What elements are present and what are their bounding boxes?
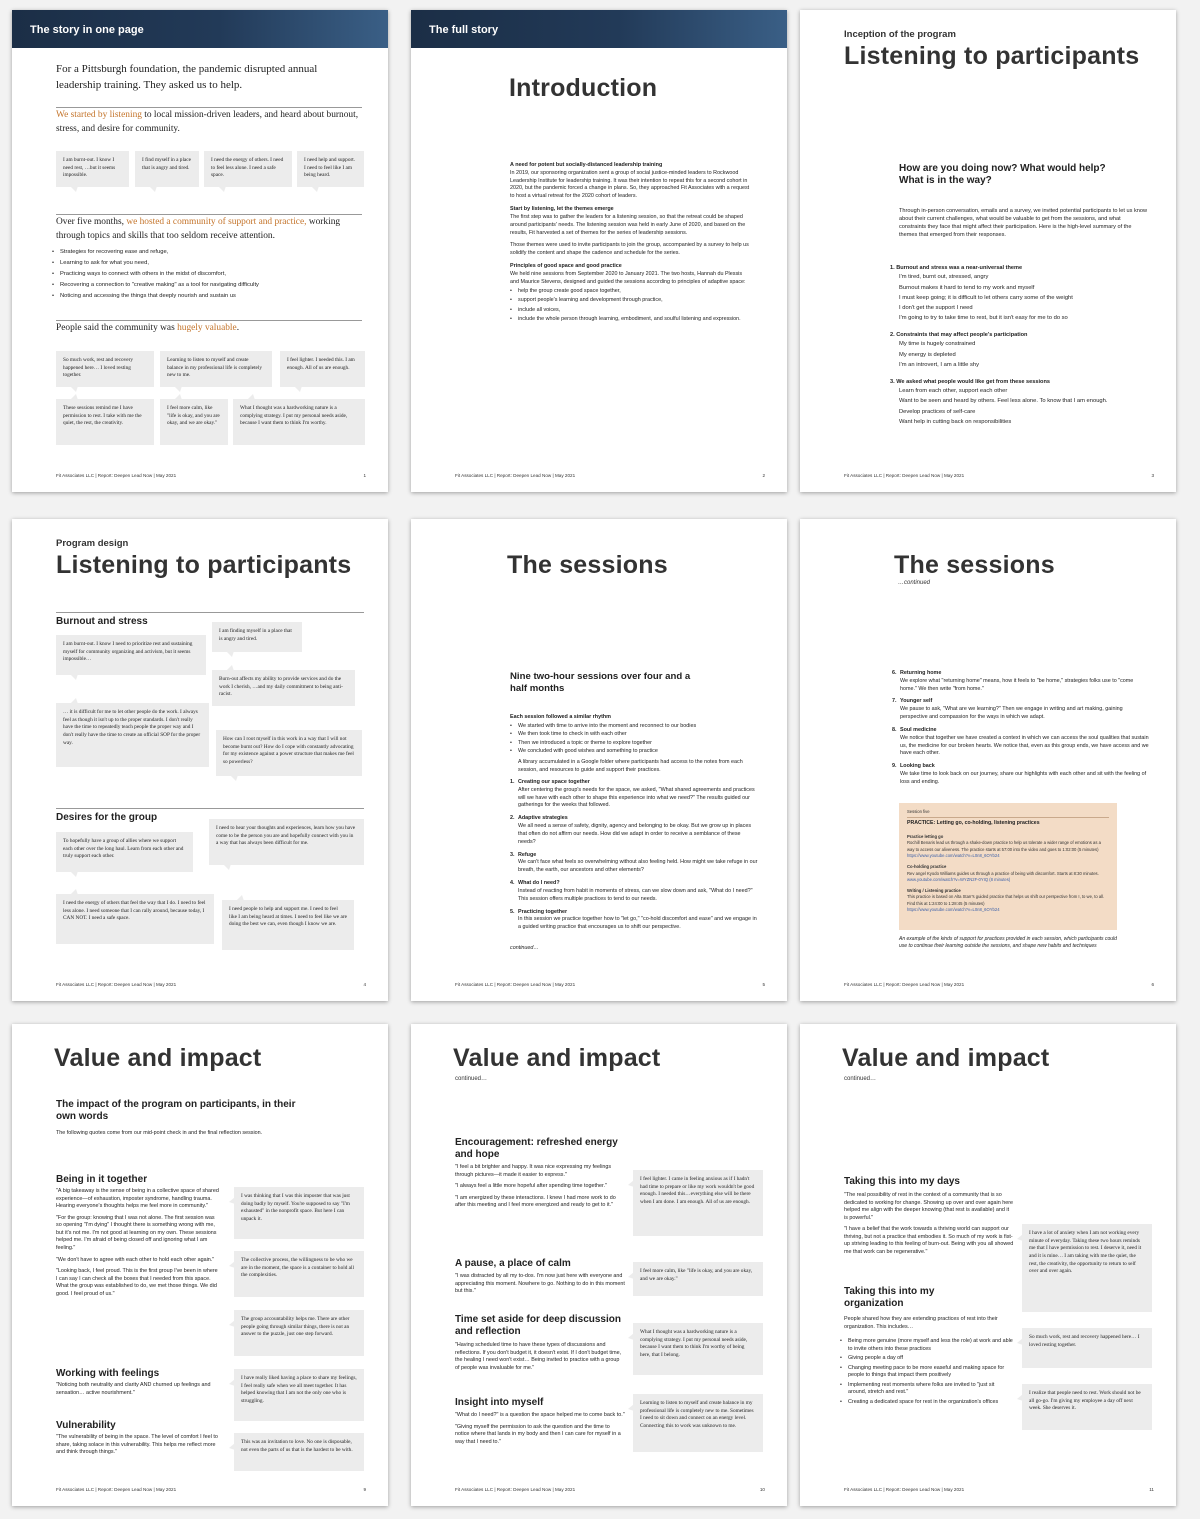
page-number: 9 bbox=[363, 1487, 366, 1492]
continued-label: …continued bbox=[898, 580, 931, 586]
topic-item: • Recovering a connection to "creative making" as a tool for navigating difficulty bbox=[52, 280, 368, 291]
continued-label: continued… bbox=[844, 1076, 877, 1082]
page-footer: Fit Associates LLC | Report: Deepen Lead Now | May 2021 6 bbox=[844, 982, 1154, 992]
session-number: 8. bbox=[892, 726, 897, 733]
quote-bubble: This was an invitation to love. No one is disposable, not even the parts of us that is the hardest to be with. bbox=[234, 1433, 364, 1471]
intro-text: Through in-person conversation, emails and a survey, we invited potential participants to let us know about their current challenges, what would be valuable to get from the sessions, and what constraints they face that might affect their participation. Here is the high-level summary of the themes that emerged from their responses. bbox=[899, 208, 1148, 239]
quote-bubble: How can I root myself in this work in a way that I will not become burnt out? How do I cope with constantly advocating for my existence against a power structure that makes me feel so powerless? bbox=[216, 730, 362, 776]
quote-bubble: I need the energy of others that feel the way that I do. I need to feel less alone. I need someone that I can rally around, because today, I CAN NOT. I need a safe space. bbox=[56, 894, 214, 944]
session-item bbox=[892, 670, 1150, 693]
page-number: 4 bbox=[363, 982, 366, 987]
page-program-design bbox=[12, 519, 388, 1001]
session-description: We take time to look back on our journey, share our highlights with each other and sit with the feeling of loss and ending. bbox=[900, 771, 1147, 785]
practice-title: PRACTICE: Letting go, co-holding, listening practices bbox=[907, 817, 1109, 828]
rhythm-item: • We then took time to check in with each other bbox=[510, 730, 758, 738]
section-heading: Burnout and stress bbox=[56, 616, 148, 627]
practice-subheading: Co-holding practice bbox=[907, 864, 947, 870]
session-heading: What do I need? bbox=[518, 880, 560, 887]
quote-text: "The real possibility of rest in the context of a community that is so dedicated to working for change. Showing up over and over again here helped me align with the deeper knowing (that rest is available) and it is powerful." bbox=[844, 1192, 1014, 1221]
page-number: 2 bbox=[762, 473, 765, 478]
principle-item: • include all voices, bbox=[510, 306, 752, 315]
divider bbox=[56, 808, 364, 809]
listen-statement: We started by listening to local mission-driven leaders, and heard about burnout, stress, and desire for community. bbox=[56, 110, 359, 134]
quote-text: "Noticing both neutrality and clarity AND churned up feelings and sensation… active nourishment." bbox=[56, 1382, 211, 1396]
quote-text: "Giving myself the permission to ask the question and the time to notice where that lands in my body and then I can care for myself in a way that I need to." bbox=[455, 1423, 621, 1445]
org-intro: People shared how they are extending practices of rest into their organization. This includes… bbox=[844, 1316, 998, 1330]
quote-text: "Looking back, I feel proud. This is the first group I've been in where I can say I can check all the boxes that I needed from this space. What the group was established to do, we met those things. We did good. I feel proud of us." bbox=[56, 1268, 218, 1297]
session-item bbox=[510, 852, 758, 875]
session-item bbox=[892, 727, 1150, 758]
topic-item: • Learning to ask for what you need, bbox=[52, 258, 368, 269]
quote-bubble: I need to hear your thoughts and experiences, learn how you have come to be the person you are and hopefully connect with you in a way that has always been difficult for me. bbox=[209, 819, 364, 865]
quote-bubble: I feel lighter. I needed this. I am enough. All of us are enough. bbox=[280, 351, 365, 387]
practice-link[interactable]: www.youtube.com/watch?v=WYZN2F-0YIQ (8 minutes) bbox=[907, 876, 1011, 882]
quote-text: "I am energized by these interactions. I knew I had more work to do after this meeting and I feel more energized and ready to get to it." bbox=[455, 1194, 616, 1209]
page-sessions-continued bbox=[800, 519, 1176, 1001]
page-footer: Fit Associates LLC | Report: Deepen Lead Now | May 2021 10 bbox=[455, 1487, 765, 1497]
theme-heading: 3. We asked what people would like get from these sessions bbox=[890, 378, 1050, 385]
session-item bbox=[510, 779, 758, 810]
practice-subheading: Practice letting go bbox=[907, 834, 944, 840]
quotes-column bbox=[56, 1188, 220, 1302]
practice-description: Rev angel Kyodo Williams guides us through a practice of being with discomfort. Starts at 8:30 minutes. bbox=[907, 870, 1099, 876]
community-statement: Over five months, we hosted a community of support and practice, working through topics and skills that too seldom receive attention. bbox=[56, 217, 341, 241]
practice-caption: An example of the kinds of support for practices provided in each session, which participants could use to continue their learning outside the sessions, and shape new habits and techniques bbox=[899, 936, 1117, 949]
quote-text: "I have a belief that the work towards a thriving world can support our thriving, but not a practice that embodies it. So much of my work is fist-up striving leading to this feeling of burn-out. Being with you all showed me that work can be regenerative." bbox=[844, 1226, 1014, 1255]
topics-list bbox=[52, 247, 368, 302]
session-heading: Soul medicine bbox=[900, 726, 937, 733]
session-item bbox=[510, 880, 758, 903]
page-banner: The full story bbox=[411, 10, 787, 48]
section-heading: Vulnerability bbox=[56, 1420, 116, 1431]
session-item bbox=[510, 909, 758, 932]
section-heading: Taking this into my organization bbox=[844, 1286, 935, 1309]
page-number: 11 bbox=[1149, 1487, 1154, 1492]
quote-bubble: Learning to listen to myself and create balance in my professional life is completely new to me. bbox=[160, 351, 272, 387]
quote-bubble: To hopefully have a group of allies where we support each other over the long haul. Learn from each other and truly support each other. bbox=[56, 832, 193, 872]
theme-item: My time is hugely constrained bbox=[899, 341, 976, 348]
theme-item: I must keep going; it is difficult to let others carry some of the weight bbox=[899, 294, 1073, 301]
org-practice-item: • Implementing rest moments where folks are invited to "just sit around, stretch and rest." bbox=[840, 1382, 1014, 1397]
divider bbox=[56, 320, 362, 321]
page-value-impact-3 bbox=[800, 1024, 1176, 1506]
section-heading: Encouragement: refreshed energy and hope bbox=[455, 1137, 618, 1160]
quote-bubble: So much work, rest and recovery happened here… I loved resting together. bbox=[56, 351, 154, 387]
quote-bubble: I am finding myself in a place that is angry and tired. bbox=[212, 622, 302, 652]
theme-heading: 2. Constraints that may affect people's participation bbox=[890, 332, 1028, 339]
page-value-impact-2 bbox=[411, 1024, 787, 1506]
quote-bubble: The collective process, the willingness to be who we are in the moment, the space is a container to hold all the complexities. bbox=[234, 1251, 364, 1297]
quote-bubble: I feel more calm, like "life is okay, and you are okay, and we are okay." bbox=[633, 1262, 763, 1296]
page-footer: Fit Associates LLC | Report: Deepen Lead Now | May 2021 9 bbox=[56, 1487, 366, 1497]
theme-item: Burnout makes it hard to tend to my work and myself bbox=[899, 284, 1035, 291]
section-kicker: Inception of the program bbox=[844, 29, 956, 40]
session-description: We notice that together we have created a context in which we can access the soul qualities that sustain us, the medicine for our broken hearts. We notice that, even as this group ends, we have access and we have each other. bbox=[900, 734, 1149, 757]
divider bbox=[56, 612, 364, 613]
theme-item: Want help in cutting back on responsibilities bbox=[899, 418, 1012, 425]
quote-bubble: What I thought was a hardworking nature is a complying strategy. I put my personal needs aside, because I want them to think I'm worthy of being here, that I belong. bbox=[633, 1323, 763, 1375]
page-number: 10 bbox=[759, 1487, 765, 1492]
page-footer: Fit Associates LLC | Report: Deepen Lead Now | May 2021 1 bbox=[56, 473, 366, 483]
theme-item: Develop practices of self-care bbox=[899, 408, 976, 415]
page-title: Listening to participants bbox=[56, 551, 352, 579]
session-number: 3. bbox=[510, 851, 515, 858]
quote-bubble: I feel lighter. I came in feeling anxious as if I hadn't had time to prepare or like my work wouldn't be good enough. I needed this…everything else will be there when I am done. I am enough. All of us are enough. bbox=[633, 1170, 763, 1236]
page-number: 3 bbox=[1151, 473, 1154, 478]
page-footer: Fit Associates LLC | Report: Deepen Lead Now | May 2021 5 bbox=[455, 982, 765, 992]
quote-bubble: I feel more calm, like "life is okay, and you are okay, and we are okay." bbox=[160, 399, 228, 445]
quote-bubble: I have really liked having a place to share my feelings, I feel really safe when we all meet together. It has helped knowing that I am not the only one who is struggling. bbox=[234, 1369, 364, 1421]
intro-text: For a Pittsburgh foundation, the pandemic disrupted annual leadership training. They asked us to help. bbox=[56, 63, 318, 91]
page-title: The sessions bbox=[894, 551, 1055, 579]
session-heading: Creating our space together bbox=[518, 778, 590, 785]
rhythm-item: • We started with time to arrive into the moment and reconnect to our bodies bbox=[510, 722, 758, 730]
practice-link[interactable]: https://www.youtube.com/watch?v=L0n8_6OYb24 bbox=[907, 852, 1000, 858]
theme-item: I'm tired, burnt out, stressed, angry bbox=[899, 274, 989, 281]
session-heading: Adaptive strategies bbox=[518, 815, 568, 822]
page-banner: The story in one page bbox=[12, 10, 388, 48]
quote-text: "Having scheduled time to have these types of discussions and reflections. If you don't budget it, it doesn't exist. If I don't budget time, the healing I need won't exist… Being invited to practice with a group of people was invaluable for me." bbox=[455, 1342, 622, 1371]
themes-list bbox=[890, 264, 1150, 427]
quote-bubble: I realize that people need to rest. Work should not be all go-go. I'm giving my employee a day off next week. She deserves it. bbox=[1022, 1384, 1152, 1430]
impact-intro: The following quotes come from our mid-point check in and the final reflection session. bbox=[56, 1130, 263, 1136]
org-practice-item: • Creating a dedicated space for rest in the organization's offices bbox=[840, 1399, 1014, 1407]
intro-body: A need for potent but socially-distanced leadership training In 2019, our sponsoring organization sent a group of social justice-minded leaders to Rockwood Leadership Institute for leadership training. It was their intention to repeat this for a second cohort in 2020, but the pandemic forced a change in plans. So, they approached Fit Associates with a request to host a virtual retreat for the 2020 cohort of leaders. Start by listening, let the themes emerge The first step was to gather the leaders for a listening session, so that the retreat could be shaped around participants' needs. The listening session was held in early June of 2020, and based on the results, Fit harvested a set of themes for the series of leadership sessions. Those themes were used to invite participants to join the group, accompanied by a survey to help us solidify the content and shape the cadence and schedule for the series. Principles of good space and good practice We held nine sessions from September 2020 to January 2021. The two hosts, Hannah du Plessis and Maurice Stevens, designed and guided the sessions according to principles of adaptive space: • help the group create good space together, • support people's learning and development through practice, • include all voices, • include the whole person through learning, embodiment, and soulful listening and expression. bbox=[510, 162, 752, 324]
section-heading: Being in it together bbox=[56, 1174, 148, 1185]
session-description: In this session we practice together how to "let go," "co-hold discomfort and ease" and we engage in a guided writing practice that encourages us to shift our perspective. bbox=[518, 916, 757, 931]
topic-item: • Noticing and accessing the things that deeply nourish and sustain us bbox=[52, 291, 368, 302]
org-practice-item: • Being more genuine (more myself and less the role) at work and able to invite others into these practices bbox=[840, 1338, 1014, 1353]
quote-bubble: The group accountability helps me. There are other people going through similar things, there is not an answer to the puzzle, just one step forward. bbox=[234, 1310, 364, 1356]
page-title: Value and impact bbox=[842, 1044, 1050, 1072]
rhythm-item: • Then we introduced a topic or theme to explore together bbox=[510, 739, 758, 747]
quote-bubble: I am burnt-out. I know I need to prioritize rest and sustaining myself for community organizing and activism, but it seems impossible… bbox=[56, 635, 206, 675]
page-title: The sessions bbox=[507, 551, 668, 579]
theme-heading: 1. Burnout and stress was a near-universal theme bbox=[890, 265, 1023, 271]
session-heading: Younger self bbox=[900, 698, 933, 705]
session-item bbox=[892, 698, 1150, 721]
page-sessions bbox=[411, 519, 787, 1001]
question-heading: How are you doing now? What would help? What is in the way? bbox=[899, 163, 1106, 186]
practice-link[interactable]: https://www.youtube.com/watch?v=L0n8_6OYb24 bbox=[907, 907, 1000, 913]
session-heading: Practicing together bbox=[518, 908, 568, 915]
section-heading: Time set aside for deep discussion and reflection bbox=[455, 1314, 621, 1337]
quote-bubble: Burn-out affects my ability to provide services and do the work I cherish, …and my daily commitment to being anti-racist. bbox=[212, 670, 355, 706]
quote-text: "For the group: knowing that I was not alone. The first session was so opening "I'm dying" I thought there is something wrong with me, but it's not me. I'm not good at learning on my own. These sessions helped me. I'm afraid of being closed off and ignoring what I am feeling." bbox=[56, 1214, 217, 1251]
principle-item: • support people's learning and development through practice, bbox=[510, 296, 752, 305]
practice-description: Rochill Benaris lead us through a shake-down practice to help us tolerate a wider range of emotions as a way to access our aliveness. The practice starts at 57:00 into the video and goes to 1:02:00 (5 minutes) bbox=[907, 840, 1101, 852]
valuable-statement: People said the community was hugely valuable. bbox=[56, 323, 240, 333]
quote-bubble: … it is difficult for me to let other people do the work. I always feel as though it isn't up to the proper standards. I don't really have the time to repeatedly teach people the proper way and I don't really have the time to create an official SOP for the proper way. bbox=[56, 703, 209, 767]
session-number: 2. bbox=[510, 815, 515, 822]
quote-text: "The vulnerability of being in the space. The level of comfort I feel to share, taking solace in this vulnerability. This helps me reflect more and think through things." bbox=[56, 1434, 218, 1456]
divider bbox=[56, 214, 362, 215]
sessions-subheading: Nine two-hour sessions over four and a half months bbox=[510, 671, 691, 694]
session-item bbox=[510, 815, 758, 846]
session-heading: Refuge bbox=[518, 851, 537, 858]
section-kicker: Program design bbox=[56, 538, 129, 549]
section-heading: Desires for the group bbox=[56, 812, 158, 823]
page-footer: Fit Associates LLC | Report: Deepen Lead Now | May 2021 4 bbox=[56, 982, 366, 992]
quotes-column bbox=[455, 1412, 625, 1450]
quote-bubble: I have a lot of anxiety when I am not working every minute of everyday. Taking these two hours reminds me that I have permission to rest. I deserve it, need it and it is mine… I am taking with me the quiet, the rest, the creativity, the opportunity to return to self over and over again. bbox=[1022, 1224, 1152, 1312]
session-heading: Returning home bbox=[900, 670, 942, 676]
page-footer: Fit Associates LLC | Report: Deepen Lead Now | May 2021 2 bbox=[455, 473, 765, 483]
page-footer: Fit Associates LLC | Report: Deepen Lead Now | May 2021 3 bbox=[844, 473, 1154, 483]
theme-item: I'm an introvert, I am a little shy bbox=[899, 361, 980, 368]
page-value-impact bbox=[12, 1024, 388, 1506]
session-number: 7. bbox=[892, 698, 897, 705]
quote-text: "I always feel a little more hopeful after spending time together." bbox=[455, 1183, 607, 1190]
session-description: Instead of reacting from habit in moments of stress, can we slow down and ask, "What do I need?" This session offers multiple practices to tend to our needs. bbox=[518, 887, 753, 902]
section-heading: Working with feelings bbox=[56, 1368, 160, 1379]
quote-bubble: I was thinking that I was this imposter that was just doing badly by myself. You're supposed to say "I'm exhausted" in the nonprofit space. But here I can unpack it. bbox=[234, 1187, 364, 1239]
quote-text: "What do I need?" is a question the space helped me to come back to." bbox=[455, 1412, 625, 1418]
quote-text: "A big takeaway is the sense of being in a collective space of shared experience—of exhaustion, imposter syndrome, handling trauma. Hearing everyone's thoughts helps me feel more in community." bbox=[56, 1188, 219, 1210]
page-title: Listening to participants bbox=[844, 42, 1140, 70]
session-number: 9. bbox=[892, 763, 897, 770]
rhythm-item: • We concluded with good wishes and something to practice bbox=[510, 747, 758, 755]
quote-text: "I was distracted by all my to-dos. I'm now just here with everyone and appreciating this moment. Nowhere to go. Nothing to do in this moment but this." bbox=[455, 1273, 625, 1295]
practice-description: This practice is based on Alta Starr's guided practice that helps us shift our perspective from I, to we, to all. Find this at 1:24:00 to 1:28:45 (5 minutes) bbox=[907, 894, 1105, 906]
principle-item: • help the group create good space together, bbox=[510, 287, 752, 296]
session-item bbox=[892, 763, 1150, 786]
theme-item: I'm going to try to take time to rest, but it isn't easy for me to do so bbox=[899, 314, 1068, 321]
page-inception bbox=[800, 10, 1176, 492]
continued-label: continued… bbox=[455, 1076, 488, 1082]
session-number: 5. bbox=[510, 908, 515, 915]
page-number: 5 bbox=[762, 982, 765, 987]
quotes-column bbox=[844, 1192, 1014, 1261]
session-description: We all need a sense of safety, dignity, agency and belonging to be okay. But we grow up in places that often do not affirm our needs. How did we adapt in order to receive a semblance of these needs? bbox=[518, 823, 752, 845]
session-number: 6. bbox=[892, 670, 897, 676]
quote-bubble: I find myself in a place that is angry and tired. bbox=[135, 151, 199, 187]
sessions-list bbox=[892, 670, 1150, 792]
section-heading: Taking this into my days bbox=[844, 1176, 960, 1187]
session-description: We can't face what feels so overwhelming without also feeling held. How might we take refuge in our breath, the earth, our ancestors and other elements? bbox=[518, 859, 758, 874]
topic-item: • Practicing ways to connect with others in the midst of discomfort, bbox=[52, 269, 368, 280]
quote-bubble: I need the energy of others. I need to feel less alone. I need a safe space. bbox=[204, 151, 292, 187]
practice-box bbox=[899, 803, 1117, 930]
page-title: Value and impact bbox=[453, 1044, 661, 1072]
section-heading: Insight into myself bbox=[455, 1397, 544, 1408]
quote-bubble: So much work, rest and recovery happened here… I loved resting together. bbox=[1022, 1328, 1152, 1368]
theme-item: My energy is depleted bbox=[899, 351, 956, 358]
quote-bubble: I need help and support. I need to feel like I am being heard. bbox=[297, 151, 364, 187]
practice-label: Session five bbox=[907, 809, 930, 814]
session-heading: Looking back bbox=[900, 763, 935, 770]
page-number: 6 bbox=[1151, 982, 1154, 987]
page-title: Value and impact bbox=[54, 1044, 262, 1072]
quotes-column bbox=[455, 1164, 625, 1214]
page-footer: Fit Associates LLC | Report: Deepen Lead Now | May 2021 11 bbox=[844, 1487, 1154, 1497]
page-story-one-page bbox=[12, 10, 388, 492]
theme-item: I don't get the support I need bbox=[899, 304, 973, 311]
quote-text: "I feel a bit brighter and happy. It was nice expressing my feelings through pictures—it made it easier to express." bbox=[455, 1164, 612, 1178]
practice-subheading: Writing / Listening practice bbox=[907, 888, 961, 894]
org-practice-item: • Giving people a day off bbox=[840, 1355, 1014, 1363]
session-description: We pause to ask, "What are we learning?" Then we engage in writing and art making, gaining perspective and compassion for the ways in which we adapt. bbox=[900, 706, 1123, 721]
org-practice-item: • Changing meeting pace to be more easeful and making space for people to things that impact them positively bbox=[840, 1365, 1014, 1380]
topic-item: • Strategies for recovering ease and refuge, bbox=[52, 247, 368, 258]
divider bbox=[56, 107, 362, 108]
theme-item: Want to be seen and heard by others. Feel less alone. To know that I am enough. bbox=[899, 398, 1108, 405]
page-title: Introduction bbox=[509, 74, 658, 102]
theme-item: Learn from each other, support each other bbox=[899, 388, 1008, 395]
session-description: We explore what "returning home" means, how it feels to "be home," strategies folks use to "come home." We then write "from home." bbox=[900, 677, 1134, 692]
org-practices-list bbox=[840, 1338, 1014, 1409]
quote-bubble: These sessions remind me I have permission to rest. I take with me the quiet, the rest, the creativity. bbox=[56, 399, 154, 445]
section-heading: A pause, a place of calm bbox=[455, 1258, 571, 1269]
impact-subheading: The impact of the program on participants, in their own words bbox=[56, 1099, 296, 1122]
quote-text: "We don't have to agree with each other to hold each other again." bbox=[56, 1256, 215, 1263]
quote-bubble: I am burnt-out. I know I need rest, …but it seems impossible. bbox=[56, 151, 129, 187]
principle-item: • include the whole person through learning, embodiment, and soulful listening and expression. bbox=[510, 315, 752, 324]
page-number: 1 bbox=[363, 473, 366, 478]
session-number: 4. bbox=[510, 880, 515, 887]
session-number: 1. bbox=[510, 778, 515, 785]
page-introduction bbox=[411, 10, 787, 492]
quote-bubble: What I thought was a hardworking nature is a complying strategy. I put my personal needs aside, because I want them to think I'm worthy. bbox=[233, 399, 365, 445]
session-description: After centering the group's needs for the space, we asked, "What shared agreements and practices will we have with each other to shape this experience into what we need?" The results guided our gatherings for the weeks that followed. bbox=[518, 786, 755, 809]
quote-bubble: I need people to help and support me. I need to feel like I am being heard at times. I need to feel like we are doing the best we can, even though I know we are. bbox=[222, 900, 354, 950]
quote-bubble: Learning to listen to myself and create balance in my professional life is completely new to me. Sometimes I need to sit down and connect on an energy level. Connecting this to work was unknown to me. bbox=[633, 1394, 763, 1452]
sessions-body: Each session followed a similar rhythm • We started with time to arrive into the moment and reconnect to our bodies • We then took time to check in with each other • Then we introduced a topic or theme to explore together • We concluded with good wishes and something to practice A library accumulated in a Google folder where participants had access to the notes from each session, and resources to guide and support their practices. 1. Creating our space together After centering the group's needs for the space, we asked, "What shared agreements and practices will we have with each other to shape this experience into what we need?" The results guided our gatherings for the weeks that followed. 2. Adaptive strategies We all need a sense of safety, dignity, agency and belonging to be okay. But we grow up in places that often do not affirm our needs. How did we adapt in order to receive a semblance of these needs? 3. Refuge We can't face what feels so overwhelming without also feeling held. How might we take refuge in our breath, the earth, our ancestors and other elements? 4. What do I need? Instead of reacting from habit in moments of stress, can we slow down and ask, "What do I need?" This session offers multiple practices to tend to our needs. 5. Practicing together In this session we practice together how to "let go," "co-hold discomfort and ease" and we engage in a guided writing practice that encourages us to shift our perspective. continued… bbox=[510, 714, 758, 953]
